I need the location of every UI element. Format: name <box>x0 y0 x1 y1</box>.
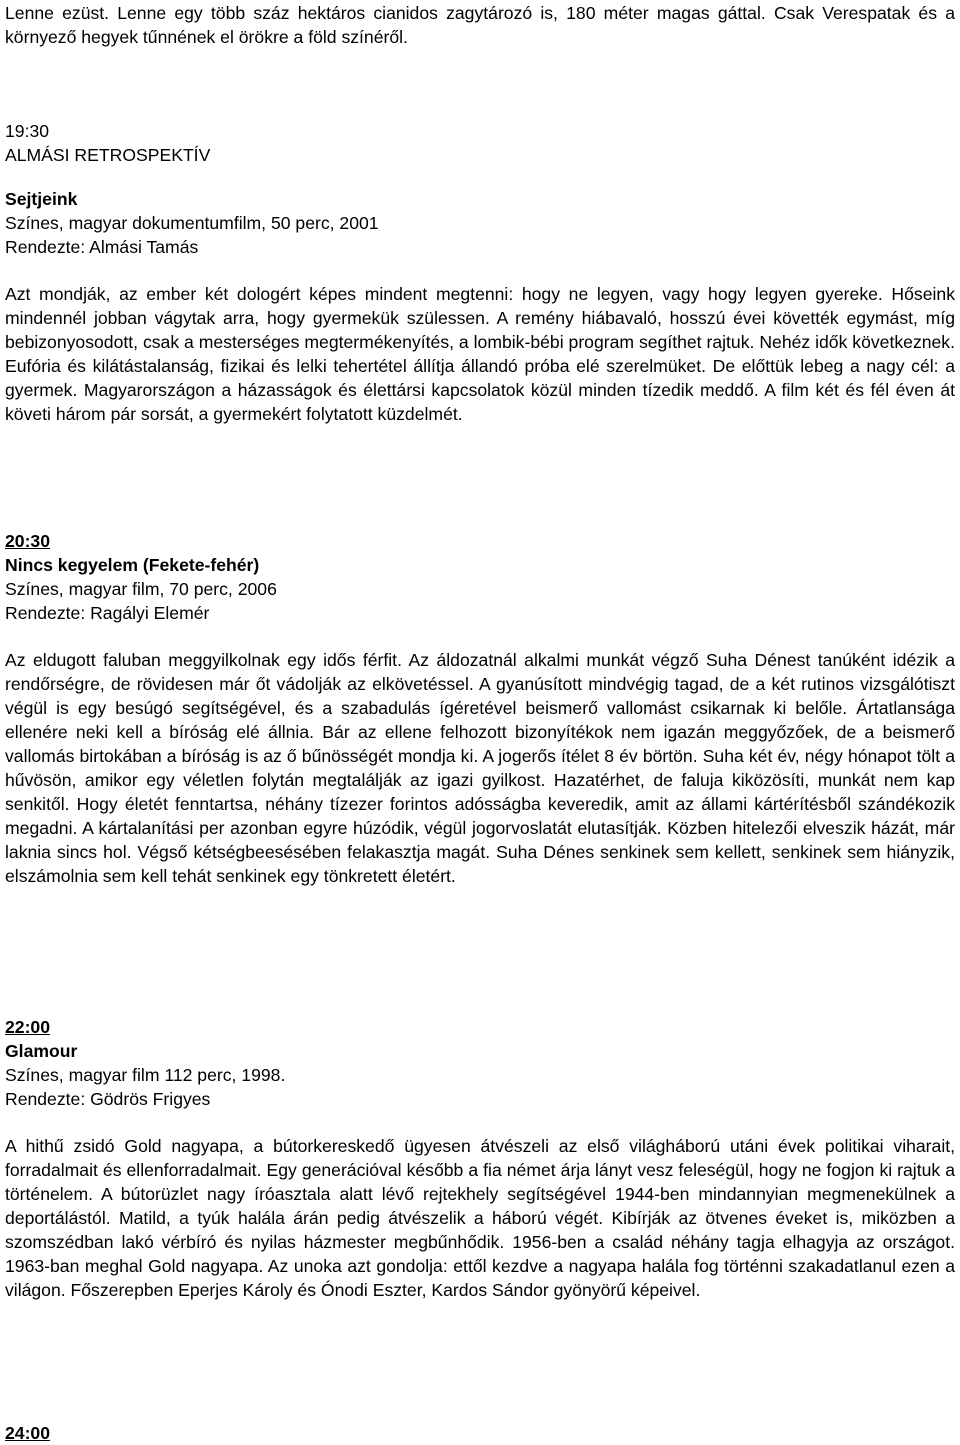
program-time: 19:30 <box>5 121 50 141</box>
program-info: Színes, magyar dokumentumfilm, 50 perc, 2001 <box>5 213 379 233</box>
program-glamour <box>5 1015 955 1302</box>
program-midnight <box>5 1421 955 1445</box>
program-info: Színes, magyar film, 70 perc, 2006 <box>5 579 277 599</box>
program-time: 24:00 <box>5 1423 50 1443</box>
program-director: Rendezte: Gödrös Frigyes <box>5 1089 211 1109</box>
program-title: Sejtjeink <box>5 189 78 209</box>
program-header <box>5 119 955 259</box>
program-header <box>5 1015 955 1111</box>
program-series: ALMÁSI RETROSPEKTÍV <box>5 145 211 165</box>
program-description: Azt mondják, az ember két dologért képes mindent megtenni: hogy ne legyen, vagy hogy legyen gyereke. Hőseink mindennél jobban vágytak arra, hogy gyermekük szülessen. A remény hiábavaló, hosszú évei követték egymást, míg bebizonyosodott, csak a mesterséges megtermékenyítés, a lombik-bébi program segíthet rajtuk. Nehéz idők következnek. Eufória és kilátástalanság, fizikai és lelki tehertétel állítja állandó próba elé szerelmüket. De előttük lebeg a nagy cél: a gyermek. Magyarországon a házasságok és élettársi kapcsolatok közül minden tízedik meddő. A film két és fél éven át követi három pár sorsát, a gyermekért folytatott küzdelmét. <box>5 284 955 424</box>
program-description: Az eldugott faluban meggyilkolnak egy idős férfit. Az áldozatnál alkalmi munkát végző Suha Dénest tanúként idézik a rendőrségre, de rövidesen már őt vádolják az elkövetéssel. A gyanúsított mindvégig tagad, de a két rutinos vizsgálótiszt végül is egy besúgó segítségével, és a szabadulás ígéretével beismerő vallomást csikarnak ki belőle. Ártatlansága ellenére neki kell a bíróság elé állnia. Bár az ellene felhozott bizonyítékok nem igazán meggyőzőek, de a beismerő vallomás birtokában a bíróság is az ő bűnösségét mondja ki. A jogerős ítélet 8 év börtön. Suha két év, négy hónapot tölt a hűvösön, amikor egy véletlen folytán megtalálják az igazi gyilkost. Hazatérhet, de faluja kiközösíti, munkát nem kap senkitől. Hogy életét fenntartsa, néhány tízezer forintos adósságba keveredik, amit az állami kártérítésből szándékozik megadni. A kártalanítási per azonban egyre húzódik, végül jogorvoslatát elutasítják. Közben hitelezői elveszik házát, már laknia sincs hol. Végső kétségbeesésében felakasztja magát. Suha Dénes senkinek sem kellett, senkinek sem hiányzik, elszámolnia sem kell tehát senkinek egy tönkretett életért. <box>5 650 955 886</box>
program-sejtjeink <box>5 119 955 426</box>
intro-section <box>5 1 955 49</box>
program-title: Glamour <box>5 1041 78 1061</box>
program-director: Rendezte: Ragályi Elemér <box>5 603 210 623</box>
program-nincs-kegyelem <box>5 529 955 888</box>
program-director: Rendezte: Almási Tamás <box>5 237 199 257</box>
program-header <box>5 529 955 625</box>
program-info: Színes, magyar film 112 perc, 1998. <box>5 1065 286 1085</box>
program-description: A hithű zsidó Gold nagyapa, a bútorkereskedő ügyesen átvészeli az első világháború utáni évek politikai viharait, forradalmait és ellenforradalmait. Egy generációval később a fia német árja lányt vesz feleségül, hogy ne fogjon ki rajtuk a történelem. A bútorüzlet nagy íróasztala alatt lévő rejtekhely segítségével 1944-ben mindannyian megmenekülnek a deportálástól. Matild, a tyúk halála árán pedig átvészelik a háború végét. Kibírják az ötvenes éveket is, miközben a szomszédban lakó vérbíró és nyilas házmester megbűnhődik. 1956-ben a család néhány tagja elhagyja az országot. 1963-ban meghal Gold nagyapa. Az unoka azt gondolja: ettől kezdve a nagyapa halála fog történni szakadatlanul ezen a világon. Főszerepben Eperjes Károly és Ónodi Eszter, Kardos Sándor gyönyörű képeivel. <box>5 1136 955 1300</box>
program-time: 20:30 <box>5 531 50 551</box>
intro-paragraph: Lenne ezüst. Lenne egy több száz hektáros cianidos zagytározó is, 180 méter magas gáttal. Csak Verespatak és a környező hegyek tűnnének el örökre a föld színéről. <box>5 3 955 47</box>
program-title: Nincs kegyelem (Fekete-fehér) <box>5 555 260 575</box>
program-time: 22:00 <box>5 1017 50 1037</box>
